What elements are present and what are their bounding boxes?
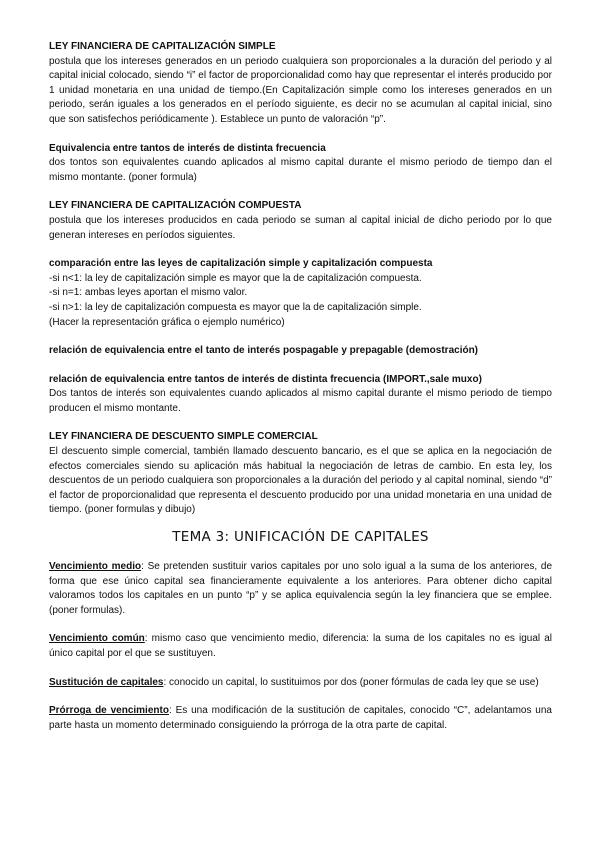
heading-pospagable-prepagable: relación de equivalencia entre el tanto de interés pospagable y prepagable (demostración): [49, 345, 479, 357]
definition-term: Sustitución de capitales: [49, 676, 164, 688]
heading-capitalizacion-compuesta: LEY FINANCIERA DE CAPITALIZACIÓN COMPUESTA: [49, 200, 302, 212]
definition-item: [49, 704, 552, 733]
comparacion-line: -si n<1: la ley de capitalización simple es mayor que la de capitalización compuesta.: [49, 272, 422, 284]
definition-text: : conocido un capital, lo sustituimos por dos (poner fórmulas de cada ley que se use): [163, 676, 539, 688]
tema-title: TEMA 3: UNIFICACIÓN DE CAPITALES: [172, 529, 429, 546]
comparacion-line: -si n=1: ambas leyes aportan el mismo valor.: [49, 287, 248, 299]
definition-item: [49, 676, 552, 691]
heading-capitalizacion-simple: LEY FINANCIERA DE CAPITALIZACIÓN SIMPLE: [49, 41, 276, 52]
comparacion-line: -si n>1: la ley de capitalización compuesta es mayor que la de capitalización simple.: [49, 301, 422, 313]
comparacion-line: (Hacer la representación gráfica o ejemplo numérico): [49, 316, 285, 328]
heading-comparacion-leyes: comparación entre las leyes de capitalización simple y capitalización compuesta: [49, 258, 433, 270]
paragraph-equivalencia-frecuencia: Dos tantos de interés son equivalentes cuando aplicados al mismo capital durante el mismo periodo de tiempo producen el mismo montante.: [49, 388, 552, 414]
heading-equivalencia-frecuencia: relación de equivalencia entre tantos de interés de distinta frecuencia (IMPORT.,sale muxo): [49, 373, 482, 385]
paragraph-descuento-simple-comercial: El descuento simple comercial, también llamado descuento bancario, es el que se aplica en la negociación de efectos comerciales siendo su aplicación más habitual la negociación de letras de cambio. En esta ley, los descuentos de un periodo cualquiera son proporcionales a la duración del periodo y al capital nominal, siendo “d” el factor de proporcionalidad que representa el descuento producido por una unidad monetaria en una unidad de tiempo. (poner formulas y dibujo): [49, 446, 552, 516]
definition-term: Vencimiento común: [49, 633, 145, 645]
definition-item: [49, 560, 552, 618]
heading-descuento-simple-comercial: LEY FINANCIERA DE DESCUENTO SIMPLE COMERCIAL: [49, 431, 318, 443]
definition-item: [49, 632, 552, 661]
heading-equivalencia-tantos: Equivalencia entre tantos de interés de distinta frecuencia: [49, 142, 326, 154]
paragraph-capitalizacion-compuesta: postula que los intereses producidos en cada periodo se suman al capital inicial de dicho periodo por lo que generan intereses en períodos siguientes.: [49, 214, 552, 241]
definition-text: : Es una modificación de la sustitución de capitales, conocido “C”, adelantamos una parte hasta un momento determinado consiguiendo la prórroga de la otra parte de capital.: [49, 705, 552, 731]
definition-term: Vencimiento medio: [49, 561, 142, 573]
definition-term: Prórroga de vencimiento: [49, 705, 169, 717]
document-page: [49, 40, 552, 733]
definition-text: : Se pretenden sustituir varios capitales por uno solo igual a la suma de los anteriores, de forma que ese único capital sea financieramente equivalente a los anteriores. Para obtener dicho capital valoramos todos los capitales en un punto “p” y se aplica equivalencia según la ley financiera que se emplee. (poner formulas).: [49, 561, 553, 616]
paragraph-equivalencia-tantos: dos tontos son equivalentes cuando aplicados al mismo capital durante el mismo periodo de tiempo dan el mismo montante. (poner formula): [49, 157, 552, 183]
paragraph-capitalizacion-simple: postula que los intereses generados en un periodo cualquiera son proporcionales a la duración del periodo y al capital inicial colocado, siendo “i” el factor de proporcionalidad como hay que representar el interés producido por 1 unidad monetaria en una unidad de tiempo.(En Capitalización simple como los intereses generados en un periodo, serán iguales a los generados en el período siguiente, es decir no se acumulan al capital inicial, sino que son satisfechos periódicamente ). Establece un punto de valoración “p”.: [49, 55, 552, 125]
definition-text: : mismo caso que vencimiento medio, diferencia: la suma de los capitales no es igual al único capital por el que se sustituyen.: [49, 633, 553, 659]
